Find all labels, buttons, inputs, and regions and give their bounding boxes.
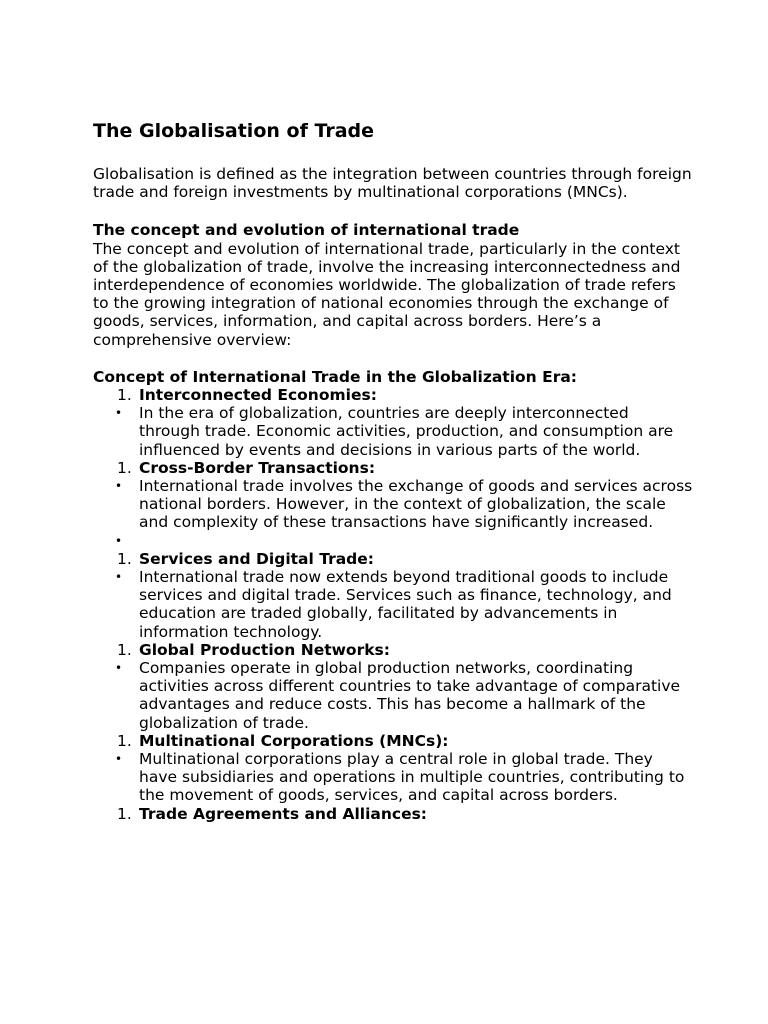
section-body: The concept and evolution of international trade, particularly in the context of the globalization of trade, involve the increasing interconnectedness and interdependence of economies worldwide. The globalization of trade refers to the growing integration of national economies through the exchange of goods, services, information, and capital across borders. Here’s a comprehensive overview: [93, 239, 681, 349]
bullet-glyph: • [115, 406, 123, 421]
list-number: 1. [117, 731, 132, 750]
numbered-list [93, 386, 693, 823]
list-item-label: Services and Digital Trade: [139, 549, 374, 568]
list-item [93, 805, 693, 823]
bullet-glyph: • [115, 570, 123, 585]
empty-bullet-item [93, 532, 693, 550]
bullet-item [93, 659, 693, 732]
section-heading: The concept and evolution of international trade [93, 221, 520, 240]
document-page [93, 118, 693, 823]
list-item-label: Multinational Corporations (MNCs): [139, 731, 449, 750]
list-item-heading [93, 550, 693, 568]
list-item [93, 459, 693, 550]
list-item-label: Interconnected Economies: [139, 386, 377, 405]
list-item-heading [93, 732, 693, 750]
bullet-text: Companies operate in global production networks, coordinating activities across different countries to take advantage of comparative advantages and reduce costs. This has become a hallmark of the globalization of trade. [139, 659, 681, 732]
list-item [93, 386, 693, 459]
list-number: 1. [117, 458, 132, 477]
list-item-heading [93, 641, 693, 659]
bullet-text: In the era of globalization, countries are deeply interconnected through trade. Economic activities, production, and consumption are influenced by events and decisions in various parts of the world. [139, 404, 674, 459]
subsection-heading: Concept of International Trade in the Globalization Era: [93, 367, 577, 386]
intro-paragraph: Globalisation is defined as the integration between countries through foreign trade and foreign investments by multinational corporations (MNCs). [93, 165, 692, 202]
list-item-label: Cross-Border Transactions: [139, 458, 376, 477]
list-number: 1. [117, 386, 132, 405]
bullet-glyph: • [115, 752, 123, 767]
bullet-item [93, 404, 693, 459]
list-item-label: Trade Agreements and Alliances: [139, 804, 428, 823]
document-title: The Globalisation of Trade [93, 120, 375, 142]
list-number: 1. [117, 804, 132, 823]
list-item [93, 641, 693, 732]
list-number: 1. [117, 549, 132, 568]
list-item [93, 732, 693, 805]
list-item-heading [93, 459, 693, 477]
bullet-text: Multinational corporations play a central role in global trade. They have subsidiaries and operations in multiple countries, contributing to the movement of goods, services, and capital across borders. [139, 750, 685, 805]
list-item-label: Global Production Networks: [139, 640, 390, 659]
bullet-text: International trade now extends beyond traditional goods to include services and digital trade. Services such as finance, technology, and education are traded globally, facilitated by advancements in information technology. [139, 568, 672, 641]
bullet-text: International trade involves the exchange of goods and services across national borders. However, in the context of globalization, the scale and complexity of these transactions have significantly increased. [139, 477, 693, 532]
bullet-glyph: • [115, 479, 123, 494]
list-item-heading [93, 386, 693, 404]
list-number: 1. [117, 640, 132, 659]
bullet-item [93, 477, 693, 532]
list-item [93, 550, 693, 641]
bullet-item [93, 568, 693, 641]
list-item-heading [93, 805, 693, 823]
bullet-glyph: • [115, 661, 123, 676]
bullet-glyph: • [115, 533, 123, 548]
bullet-item [93, 750, 693, 805]
